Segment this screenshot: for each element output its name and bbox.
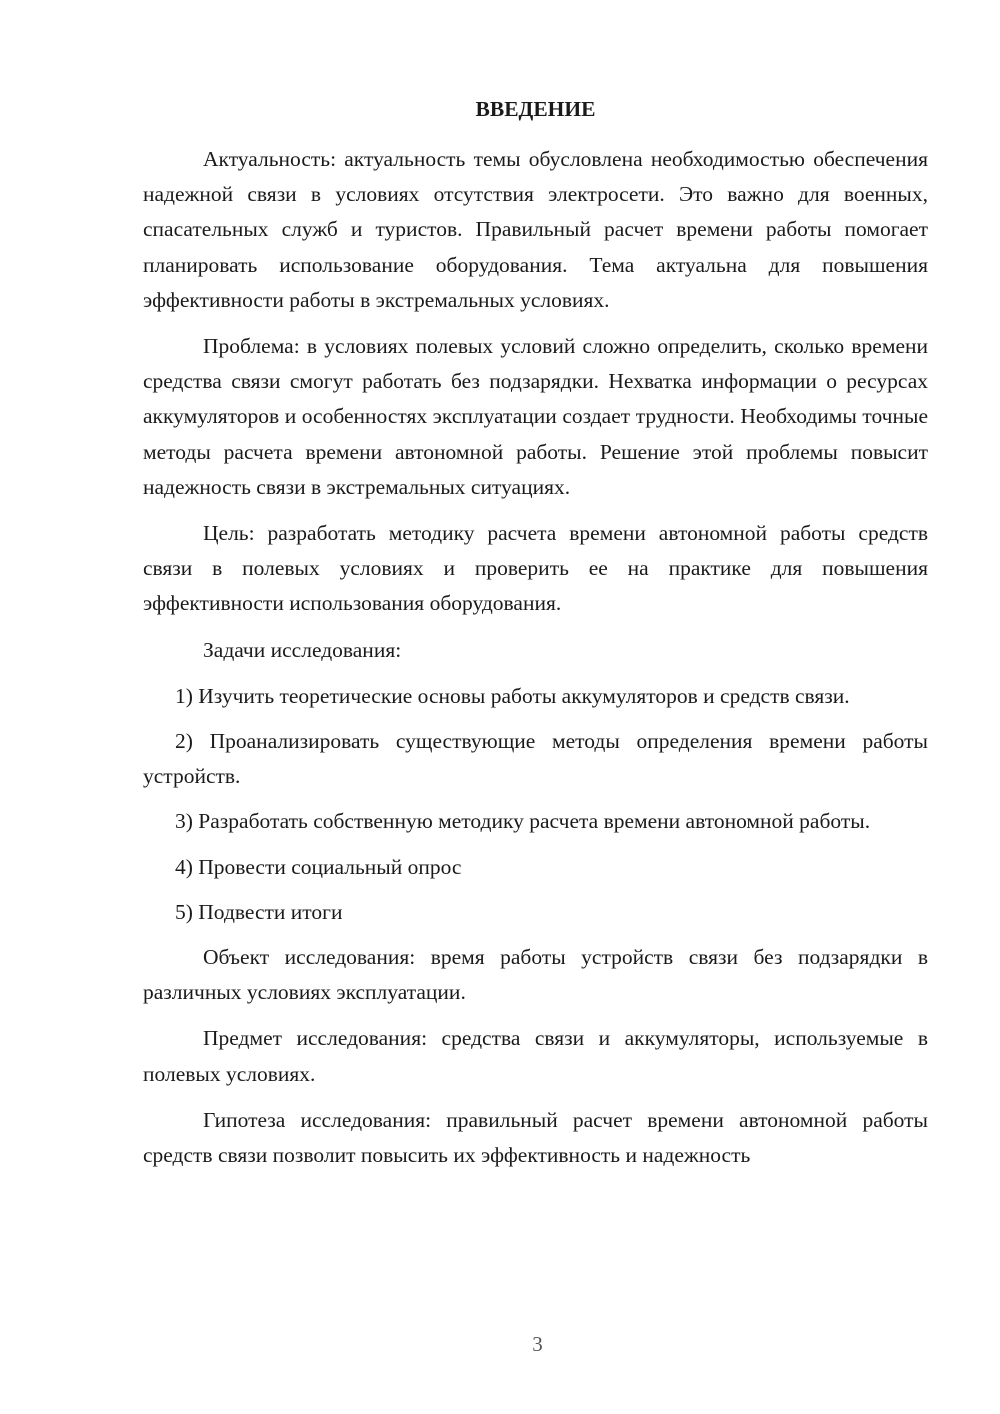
page-number: 3 bbox=[532, 1332, 543, 1356]
task-item-3: 3) Разработать собственную методику расчета времени автономной работы. bbox=[175, 809, 871, 834]
object-paragraph: Объект исследования: время работы устройств связи без подзарядки в различных условиях эксплуатации. bbox=[143, 945, 928, 1005]
subject-paragraph: Предмет исследования: средства связи и аккумуляторы, используемые в полевых условиях. bbox=[143, 1026, 928, 1086]
task-item-2: 2) Проанализировать существующие методы определения времени работы устройств. bbox=[143, 729, 928, 789]
document-title: ВВЕДЕНИЕ bbox=[475, 97, 596, 121]
goal-paragraph: Цель: разработать методику расчета времени автономной работы средств связи в полевых условиях и проверить ее на практике для повышения эффективности использования оборудования. bbox=[143, 521, 928, 616]
task-item-5: 5) Подвести итоги bbox=[175, 899, 343, 924]
hypothesis-paragraph: Гипотеза исследования: правильный расчет времени автономной работы средств связи позволит повысить их эффективность и надежность bbox=[143, 1107, 928, 1168]
document-body bbox=[143, 92, 928, 1184]
relevance-paragraph: Актуальность: актуальность темы обусловлена необходимостью обеспечения надежной связи в условиях отсутствия электросети. Это важно для военных, спасательных служб и туристов. Правильный расчет времени работы помогает планировать использование оборудования. Тема актуальна для повышения эффективности работы в экстремальных условиях. bbox=[143, 147, 928, 312]
task-item-4: 4) Провести социальный опрос bbox=[175, 854, 462, 879]
tasks-heading: Задачи исследования: bbox=[203, 637, 402, 662]
problem-paragraph: Проблема: в условиях полевых условий сложно определить, сколько времени средства связи смогут работать без подзарядки. Нехватка информации о ресурсах аккумуляторов и особенностях эксплуатации создает трудности. Необходимы точные методы расчета времени автономной работы. Решение этой проблемы повысит надежность связи в экстремальных ситуациях. bbox=[143, 334, 928, 499]
task-item-1: 1) Изучить теоретические основы работы аккумуляторов и средств связи. bbox=[175, 683, 850, 708]
